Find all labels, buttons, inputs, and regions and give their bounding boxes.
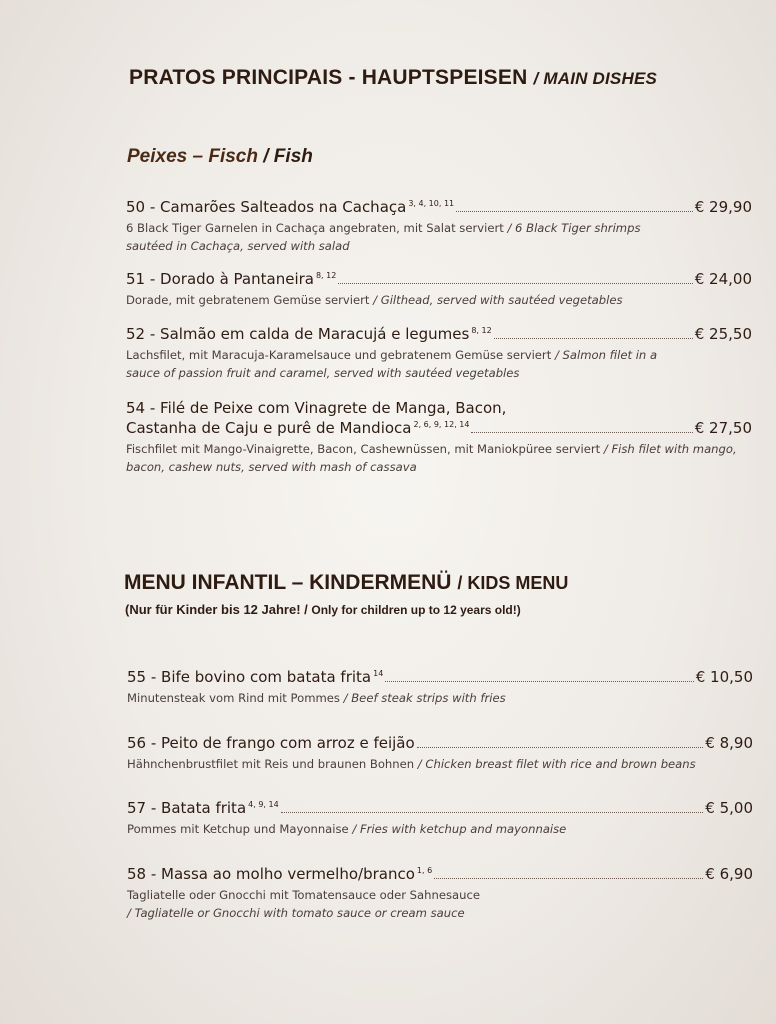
menu-item-price: € 8,90 xyxy=(705,734,753,752)
menu-item-price: € 5,00 xyxy=(705,799,753,817)
fish-heading xyxy=(127,146,313,168)
menu-item-name: 57 - Batata frita $^{4, 9, 14}$ xyxy=(127,799,279,817)
main-dishes-title: PRATOS PRINCIPAIS - HAUPTSPEISEN xyxy=(129,66,528,89)
leader-dots xyxy=(456,211,693,212)
menu-item-price: € 10,50 xyxy=(695,668,753,686)
kids-age-note: (Nur für Kinder bis 12 Jahre! / Only for children up to 12 years old!) xyxy=(125,602,521,617)
menu-item-price: € 24,00 xyxy=(694,270,752,288)
fish-title-en: / Fish xyxy=(263,146,313,167)
menu-item-name: 56 - Peito de frango com arroz e feijão xyxy=(127,734,415,752)
menu-item-price: € 27,50 xyxy=(694,419,752,437)
menu-item-name: 55 - Bife bovino com batata frita $^{14}$ xyxy=(127,668,384,686)
menu-item-name: 51 - Dorado à Pantaneira $^{8, 12}$ xyxy=(126,270,337,288)
leader-dots xyxy=(417,747,704,748)
menu-item-description: 6 Black Tiger Garnelen in Cachaça angebraten, mit Salat serviert / 6 Black Tiger shrimps sautéed in Cachaça, served with salad xyxy=(126,221,641,253)
leader-dots xyxy=(385,681,693,682)
allergen-codes: 8, 12 xyxy=(315,271,337,280)
kids-menu-title-en: / KIDS MENU xyxy=(457,573,569,593)
menu-item-57 xyxy=(127,798,753,838)
menu-item-description: Pommes mit Ketchup und Mayonnaise / Fries with ketchup and mayonnaise xyxy=(127,822,567,836)
menu-item-51 xyxy=(126,269,752,309)
allergen-codes: 2, 6, 9, 12, 14 xyxy=(413,420,470,429)
menu-item-description: Minutensteak vom Rind mit Pommes / Beef steak strips with fries xyxy=(127,691,506,705)
menu-item-name-line1: 54 - Filé de Peixe com Vinagrete de Manga, Bacon, xyxy=(126,399,507,417)
leader-dots xyxy=(338,283,692,284)
menu-item-50 xyxy=(126,197,752,255)
main-dishes-heading xyxy=(129,66,769,90)
leader-dots xyxy=(434,878,703,879)
menu-item-55 xyxy=(127,667,753,707)
leader-dots xyxy=(494,338,693,339)
menu-item-price: € 25,50 xyxy=(694,325,752,343)
menu-item-52 xyxy=(126,324,752,382)
kids-menu-heading xyxy=(124,571,764,595)
allergen-codes: 8, 12 xyxy=(471,326,492,335)
menu-item-description: Fischfilet mit Mango-Vinaigrette, Bacon, Cashewnüssen, mit Maniokpüree serviert / Fish filet with mango, bacon, cashew nuts, served with mash of cassava xyxy=(126,442,737,474)
kids-menu-title: MENU INFANTIL – KINDERMENÜ xyxy=(124,571,452,594)
fish-title: Peixes – Fisch xyxy=(127,146,258,167)
menu-item-56 xyxy=(127,733,753,773)
menu-item-name: 50 - Camarões Salteados na Cachaça $^{3, 4, 10, 11}$ xyxy=(126,198,455,216)
menu-item-description: Dorade, mit gebratenem Gemüse serviert / Gilthead, served with sautéed vegetables xyxy=(126,293,623,307)
allergen-codes: 4, 9, 14 xyxy=(248,800,279,809)
leader-dots xyxy=(281,812,704,813)
menu-item-price: € 6,90 xyxy=(705,865,753,883)
menu-item-name-line2: Castanha de Caju e purê de Mandioca $^{2, 6, 9, 12, 14}$ xyxy=(126,419,470,437)
menu-item-name: 52 - Salmão em calda de Maracujá e legumes $^{8, 12}$ xyxy=(126,325,492,343)
menu-item-price: € 29,90 xyxy=(694,198,752,216)
menu-item-description: Lachsfilet, mit Maracuja-Karamelsauce und gebratenem Gemüse serviert / Salmon filet in a sauce of passion fruit and caramel, served with sautéed vegetables xyxy=(126,348,658,380)
main-dishes-title-en: / MAIN DISHES xyxy=(533,69,658,88)
menu-item-58 xyxy=(127,864,753,922)
allergen-codes: 14 xyxy=(373,669,384,678)
allergen-codes: 1, 6 xyxy=(416,866,433,875)
leader-dots xyxy=(471,432,692,433)
menu-item-description: Tagliatelle oder Gnocchi mit Tomatensauce oder Sahnesauce / Tagliatelle or Gnocchi with tomato sauce or cream sauce xyxy=(127,888,480,920)
menu-item-description: Hähnchenbrustfilet mit Reis und braunen Bohnen / Chicken breast filet with rice and brown beans xyxy=(127,757,696,771)
menu-item-54 xyxy=(126,398,752,476)
allergen-codes: 3, 4, 10, 11 xyxy=(408,199,455,208)
menu-item-name: 58 - Massa ao molho vermelho/branco $^{1, 6}$ xyxy=(127,865,433,883)
